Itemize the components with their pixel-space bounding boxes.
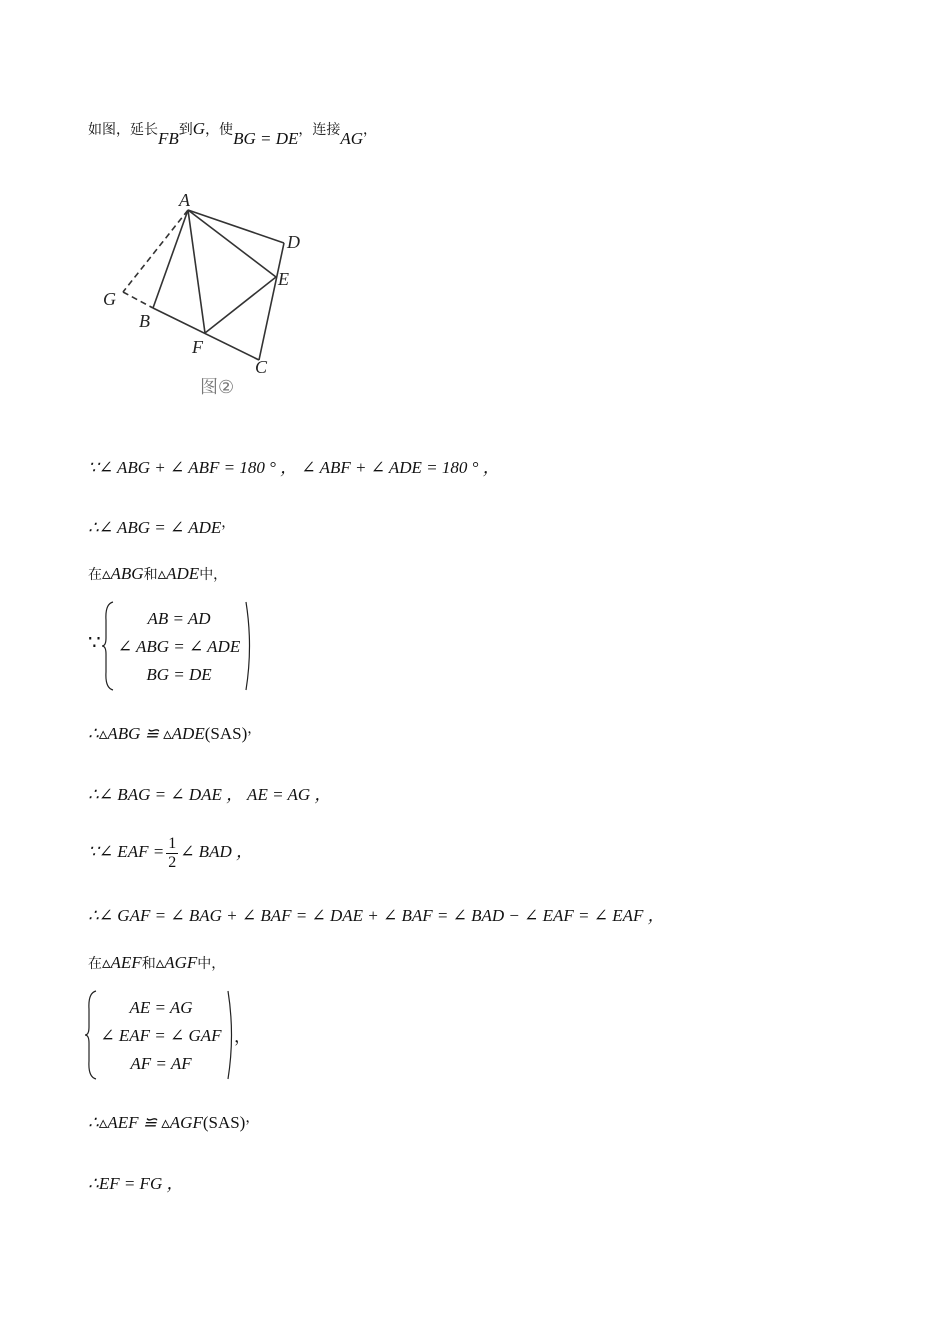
- intro-text-5: ，: [363, 122, 378, 138]
- system-1-row-1: AB = AD: [147, 609, 211, 628]
- step-4-sas: (SAS): [204, 724, 248, 743]
- step-8-triangle-1: ▵AEF: [102, 953, 142, 972]
- intro-point-g: G: [192, 119, 206, 138]
- step-8-post: 中，: [197, 956, 226, 972]
- system-2-tail: ，: [234, 1027, 251, 1046]
- because-symbol: ∵: [88, 632, 101, 654]
- step-3-triangle-1: ▵ABG: [102, 564, 144, 583]
- system-1-row-2: ∠ ABG = ∠ ADE: [117, 637, 241, 656]
- intro-text-1: 如图，延长: [88, 122, 158, 138]
- system-2-row-1: AE = AG: [129, 998, 193, 1017]
- step-6-pre: ∵∠ EAF =: [88, 842, 165, 861]
- intro-line: [88, 118, 378, 148]
- fraction-numerator: 1: [168, 834, 177, 852]
- step-3-post: 中，: [199, 567, 228, 583]
- system-1-row-3: BG = DE: [146, 665, 212, 684]
- fraction-one-half: [166, 835, 178, 872]
- system-2-row-3: AF = AF: [130, 1054, 192, 1073]
- step-1: ∵∠ ABG + ∠ ABF = 180 ° ， ∠ ABF + ∠ ADE = 180 ° ，: [88, 458, 500, 477]
- step-2-text: ∴∠ ABG = ∠ ADE: [88, 518, 222, 537]
- step-3: [88, 563, 227, 586]
- step-3-and: 和: [143, 567, 158, 583]
- step-6: [88, 832, 253, 872]
- step-9-tail: ，: [245, 1111, 260, 1126]
- step-4-text: ∴▵ABG ≌ ▵ADE: [88, 724, 205, 743]
- geometry-figure: [90, 185, 350, 405]
- step-8: [88, 952, 225, 975]
- intro-text-2: 到: [178, 122, 193, 138]
- step-3-pre: 在: [88, 567, 102, 583]
- step-2: [88, 517, 235, 541]
- step-8-pre: 在: [88, 956, 102, 972]
- step-8-and: 和: [141, 956, 156, 972]
- figure-caption: 图②: [200, 377, 235, 398]
- intro-text-3: ，使: [205, 122, 234, 138]
- step-5: ∴∠ BAG = ∠ DAE ， AE = AG ，: [88, 785, 332, 804]
- step-6-post: ∠ BAD ，: [180, 842, 253, 861]
- system-1-right-paren: [244, 600, 254, 692]
- fraction-denominator: 2: [168, 853, 177, 871]
- intro-segment-ag: AG: [340, 129, 364, 148]
- step-9: [88, 1112, 259, 1136]
- step-7: ∴∠ GAF = ∠ BAG + ∠ BAF = ∠ DAE + ∠ BAF = ∠ BAD − ∠ EAF = ∠ EAF ，: [88, 906, 665, 925]
- step-3-triangle-2: ▵ADE: [157, 564, 200, 583]
- label-a: A: [179, 190, 190, 210]
- step-4: [88, 723, 261, 747]
- intro-text-4: ，连接: [298, 122, 341, 138]
- step-9-sas: (SAS): [202, 1113, 246, 1132]
- system-2-row-2: ∠ EAF = ∠ GAF: [100, 1026, 222, 1045]
- intro-condition: BG = DE: [233, 129, 299, 148]
- step-2-tail: ，: [221, 516, 236, 531]
- label-e: E: [278, 269, 289, 289]
- system-2: [94, 994, 228, 1078]
- step-10: ∴EF = FG ，: [88, 1174, 184, 1193]
- system-1: [112, 605, 246, 689]
- label-g: G: [103, 289, 116, 309]
- intro-segment-fb: FB: [158, 129, 179, 148]
- label-b: B: [139, 311, 150, 331]
- label-f: F: [192, 337, 203, 357]
- step-4-tail: ，: [247, 722, 262, 737]
- step-9-text: ∴▵AEF ≌ ▵AGF: [88, 1113, 203, 1132]
- label-c: C: [255, 357, 268, 377]
- step-8-triangle-2: ▵AGF: [155, 953, 198, 972]
- label-d: D: [287, 232, 300, 252]
